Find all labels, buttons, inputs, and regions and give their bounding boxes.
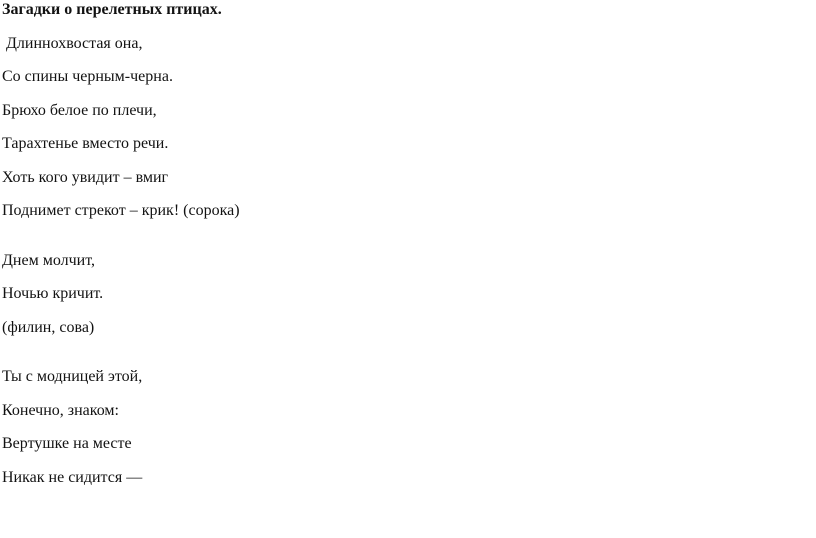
riddle-block-magpie [2,36,806,220]
document-title: Загадки о перелетных птицах. [2,1,222,18]
riddle-line: Брюхо белое по плечи, [2,101,157,119]
riddle-line: Со спины черным-черна. [2,68,173,85]
riddle-line: Никак не сидится — [2,468,143,486]
riddle-line: Вертушке на месте [2,435,132,452]
riddle-line: Хоть кого увидит – вмиг [2,168,169,186]
riddle-line: Конечно, знаком: [2,401,119,419]
riddle-block-owl [2,253,806,336]
riddle-line: Днем молчит, [2,251,95,269]
riddle-line: (филин, сова) [2,318,95,336]
riddle-line: Тарахтенье вместо речи. [2,135,169,152]
riddle-block-wagtail [2,369,806,486]
riddle-line: Ночью кричит. [2,285,104,302]
riddle-line: Поднимет стрекот – крик! (сорока) [2,202,240,219]
riddle-line: Ты с модницей этой, [2,368,143,385]
riddle-line: Длиннохвостая она, [2,34,143,52]
